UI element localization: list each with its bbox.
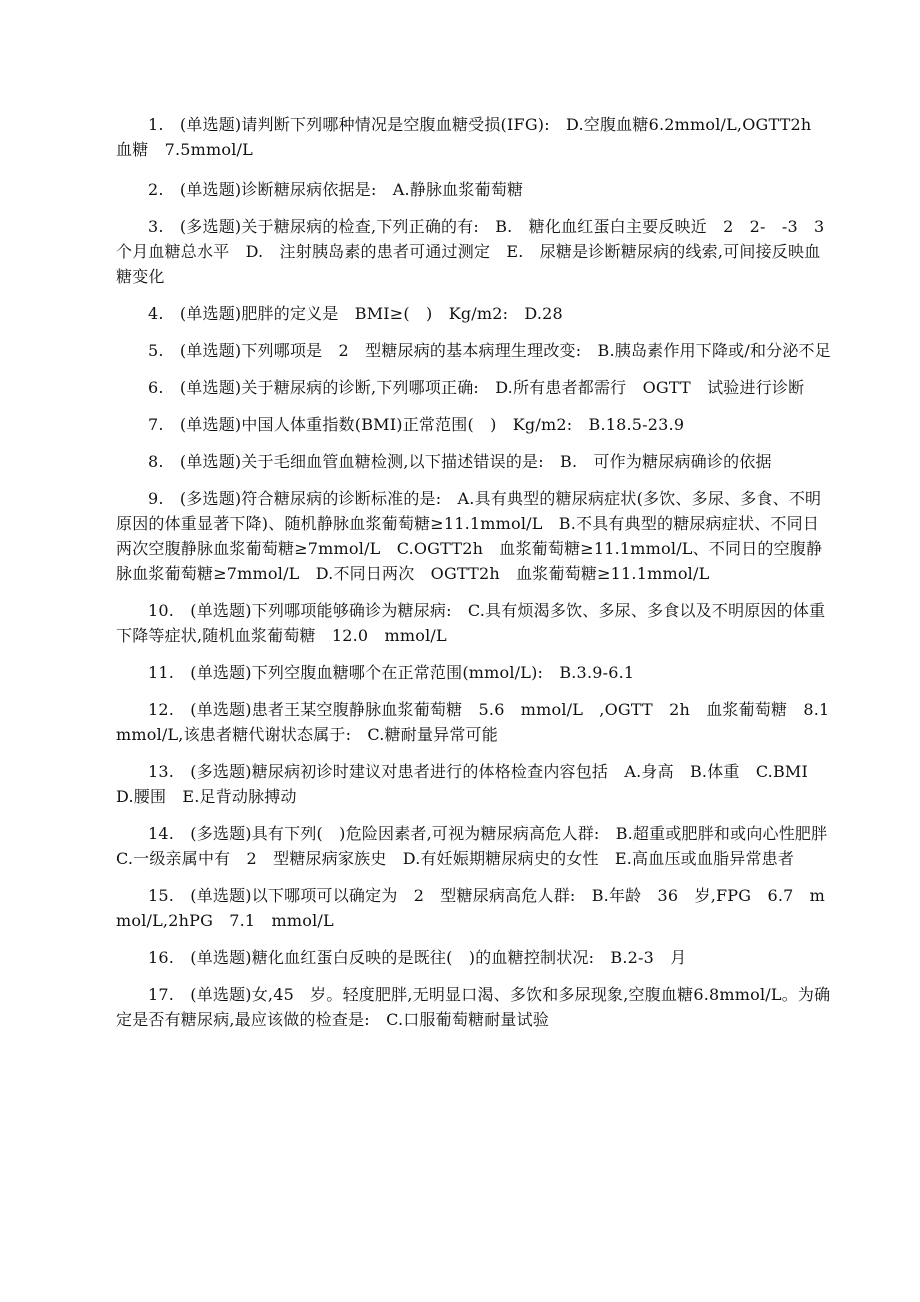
question-3: 3. (多选题)关于糖尿病的检查,下列正确的有: B. 糖化血红蛋白主要反映近 2 2- -3 3 个月血糖总水平 D. 注射胰岛素的患者可通过测定 E. 尿糖是诊断糖尿病的线索,可间接反映血糖变化 — [116, 217, 841, 286]
question-5: 5. (单选题)下列哪项是 2 型糖尿病的基本病理生理改变: B.胰岛素作用下降或/和分泌不足 — [148, 341, 831, 360]
question-11: 11. (单选题)下列空腹血糖哪个在正常范围(mmol/L): B.3.9-6.1 — [148, 663, 635, 682]
question-15: 15. (单选题)以下哪项可以确定为 2 型糖尿病高危人群: B.年龄 36 岁,FPG 6.7 mmol/L,2hPG 7.1 mmol/L — [116, 886, 826, 930]
question-8: 8. (单选题)关于毛细血管血糖检测,以下描述错误的是: B. 可作为糖尿病确诊的依据 — [148, 452, 772, 471]
question-12: 12. (单选题)患者王某空腹静脉血浆葡萄糖 5.6 mmol/L ,OGTT 2h 血浆葡萄糖 8.1 mmol/L,该患者糖代谢状态属于: C.糖耐量异常可能 — [116, 700, 846, 744]
question-6: 6. (单选题)关于糖尿病的诊断,下列哪项正确: D.所有患者都需行 OGTT 试验进行诊断 — [148, 378, 805, 397]
question-1: 1. (单选题)请判断下列哪种情况是空腹血糖受损(IFG): D.空腹血糖6.2mmol/L,OGTT2h 血糖 7.5mmol/L — [116, 115, 828, 159]
question-13: 13. (多选题)糖尿病初诊时建议对患者进行的体格检查内容包括 A.身高 B.体重 C.BMI D.腰围 E.足背动脉搏动 — [116, 762, 825, 806]
question-16: 16. (单选题)糖化血红蛋白反映的是既往( )的血糖控制状况: B.2-3 月 — [148, 948, 687, 967]
question-10: 10. (单选题)下列哪项能够确诊为糖尿病: C.具有烦渴多饮、多尿、多食以及不明原因的体重下降等症状,随机血浆葡萄糖 12.0 mmol/L — [116, 601, 826, 645]
question-17: 17. (单选题)女,45 岁。轻度肥胖,无明显口渴、多饮和多尿现象,空腹血糖6.8mmol/L。为确定是否有糖尿病,最应该做的检查是: C.口服葡萄糖耐量试验 — [116, 985, 831, 1029]
question-4: 4. (单选题)肥胖的定义是 BMI≥( ) Kg/m2: D.28 — [148, 304, 563, 323]
question-7: 7. (单选题)中国人体重指数(BMI)正常范围( ) Kg/m2: B.18.5-23.9 — [148, 415, 685, 434]
question-2: 2. (单选题)诊断糖尿病依据是: A.静脉血浆葡萄糖 — [148, 180, 524, 199]
question-9: 9. (多选题)符合糖尿病的诊断标准的是: A.具有典型的糖尿病症状(多饮、多尿、多食、不明原因的体重显著下降)、随机静脉血浆葡萄糖≥11.1mmol/L B.不具有典型的糖尿病症状、不同日两次空腹静脉血浆葡萄糖≥7mmol/L C.OGTT2h 血浆葡萄糖≥11.1mmol/L、不同日的空腹静脉血浆葡萄糖≥7mmol/L D.不同日两次 OGTT2h 血浆葡萄糖≥11.1mmol/L — [116, 489, 823, 583]
question-14: 14. (多选题)具有下列( )危险因素者,可视为糖尿病高危人群: B.超重或肥胖和或向心性肥胖 C.一级亲属中有 2 型糖尿病家族史 D.有妊娠期糖尿病史的女性 E.高血压或血脂异常患者 — [116, 824, 844, 868]
